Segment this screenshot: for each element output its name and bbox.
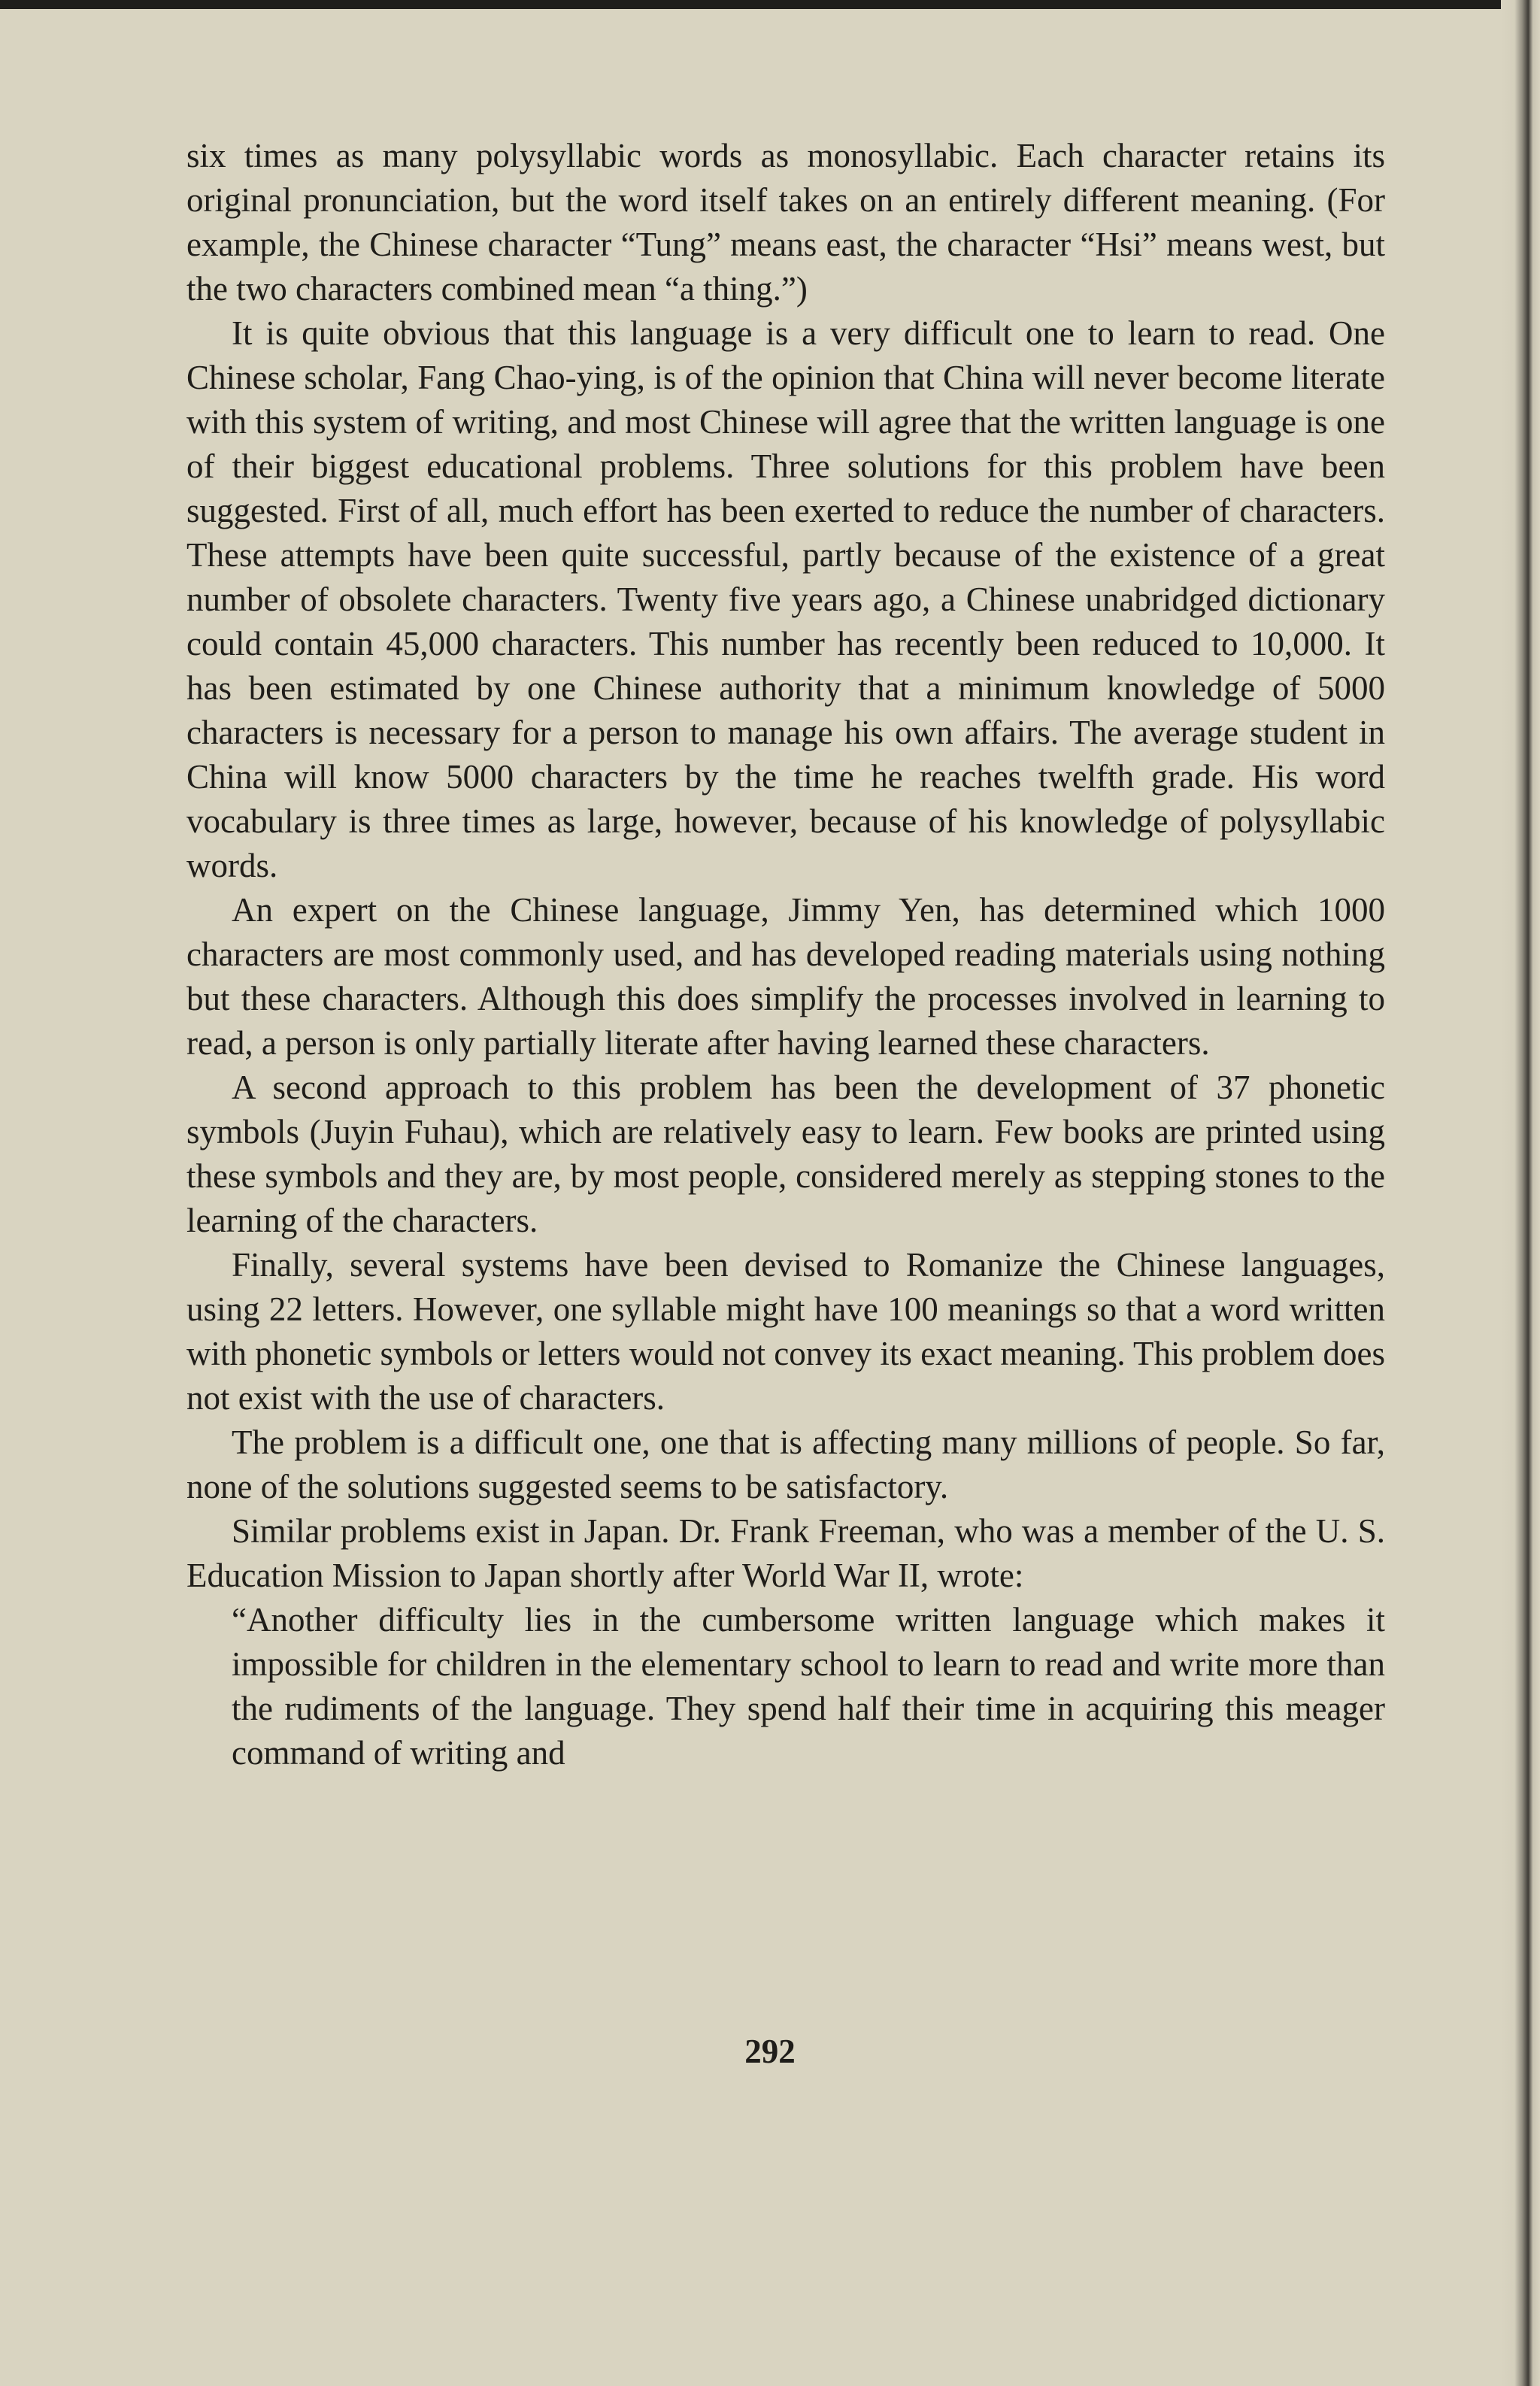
paragraph-1: six times as many polysyllabic words as monosyllabic. Each character retains its original pronunciation, but the word itself takes on an entirely different meaning. (For example, the Chinese character “Tung” means east, the character “Hsi” means west, but the two characters combined mean “a thing.”) [186,137,1385,308]
paragraph-4: A second approach to this problem has been the development of 37 phonetic symbols (Juyin Fuhau), which are relatively easy to learn. Few books are printed using these symbols and they are, by most people, considered merely as stepping stones to the learning of the characters. [186,1069,1385,1239]
block-quote: “Another difficulty lies in the cumbersome written language which makes it impossible for children in the elementary school to learn to read and write more than the rudiments of the language. They spend half their time in acquiring this meager command of writing and [232,1601,1385,1772]
paragraph-2: It is quite obvious that this language is a very difficult one to learn to read. One Chinese scholar, Fang Chao-ying, is of the opinion that China will never become literate with this system of writing, and most Chinese will agree that the written language is one of their biggest educational problems. Three solutions for this problem have been suggested. First of all, much effort has been exerted to reduce the number of characters. These attempts have been quite successful, partly because of the existence of a great number of obsolete characters. Twenty five years ago, a Chinese unabridged dictionary could contain 45,000 characters. This number has recently been reduced to 10,000. It has been estimated by one Chinese authority that a minimum knowledge of 5000 characters is necessary for a person to manage his own affairs. The average student in China will know 5000 characters by the time he reaches twelfth grade. His word vocabulary is three times as large, however, because of his knowledge of polysyllabic words. [186,314,1385,884]
paragraph-5: Finally, several systems have been devised to Romanize the Chinese languages, using 22 letters. However, one syllable might have 100 meanings so that a word written with phonetic symbols or letters would not convey its exact meaning. This problem does not exist with the use of characters. [186,1246,1385,1417]
paragraph-7: Similar problems exist in Japan. Dr. Frank Freeman, who was a member of the U. S. Education Mission to Japan shortly after World War II, wrote: [186,1512,1385,1594]
paragraph-3: An expert on the Chinese language, Jimmy Yen, has determined which 1000 characters are most commonly used, and has developed reading materials using nothing but these characters. Although this does simplify the processes involved in learning to read, a person is only partially literate after having learned these characters. [186,891,1385,1062]
page-number: 292 [744,2033,796,2070]
page-binding-edge [1501,0,1540,2386]
paragraph-6: The problem is a difficult one, one that is affecting many millions of people. So far, none of the solutions suggested seems to be satisfactory. [186,1423,1385,1505]
page-top-edge [0,0,1540,9]
page-body [186,134,1385,1775]
